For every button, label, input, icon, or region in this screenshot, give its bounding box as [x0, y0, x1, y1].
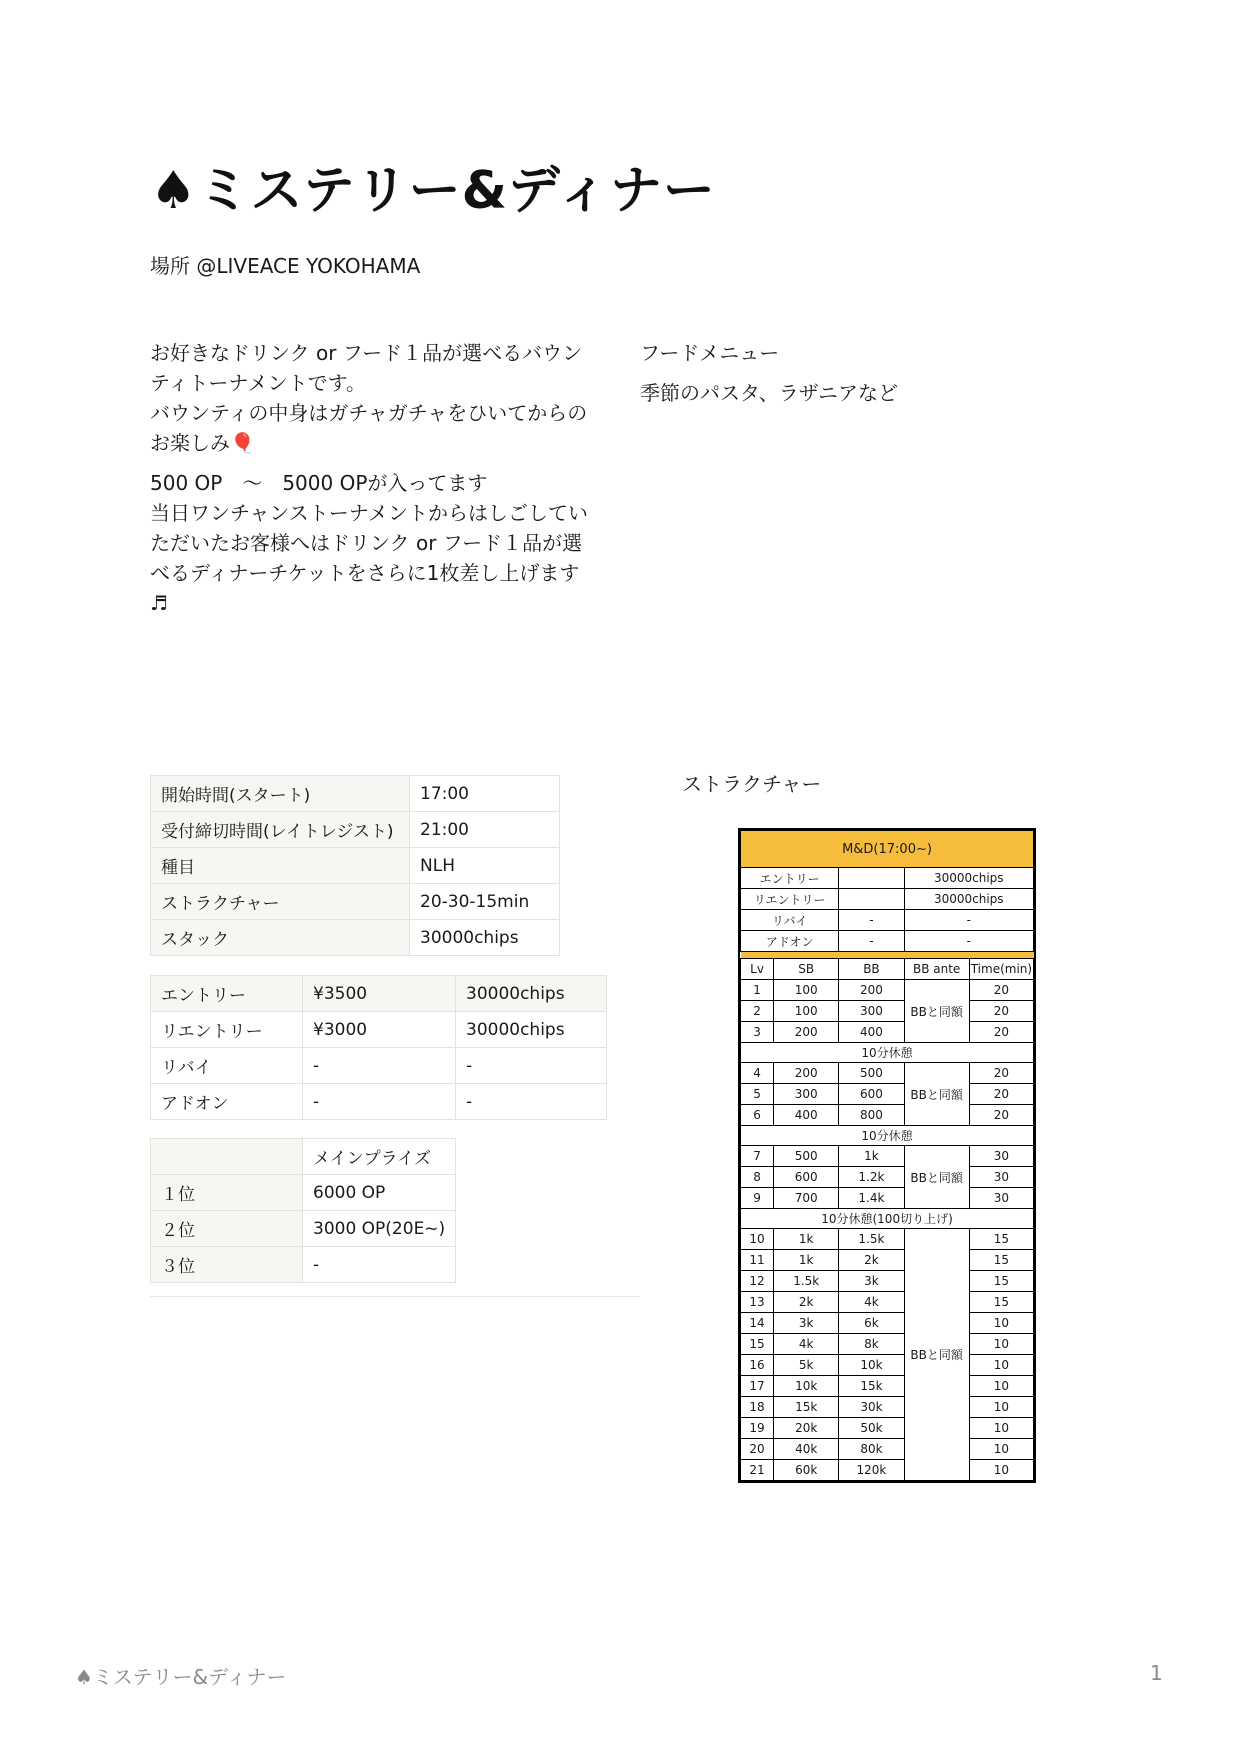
- bb: 300: [839, 1001, 904, 1022]
- level: 13: [741, 1292, 774, 1313]
- level: 4: [741, 1063, 774, 1084]
- header-cell: メインプライズ: [303, 1139, 456, 1175]
- info-table: [150, 775, 560, 956]
- ante: BBと同額: [904, 1229, 969, 1481]
- row-label: スタック: [151, 920, 410, 956]
- sb: 60k: [774, 1460, 839, 1481]
- row-chips: -: [456, 1048, 607, 1084]
- rank-label: １位: [151, 1175, 303, 1211]
- description-line: ただいたお客様へはドリンク or フード１品が選: [150, 531, 583, 555]
- header-cell: Lv: [741, 959, 774, 980]
- entry-label: アドオン: [741, 931, 839, 952]
- sb: 300: [774, 1084, 839, 1105]
- level-row: [741, 1229, 1034, 1250]
- entry-label: リバイ: [741, 910, 839, 931]
- level: 18: [741, 1397, 774, 1418]
- level: 11: [741, 1250, 774, 1271]
- sb: 1k: [774, 1229, 839, 1250]
- row-value: 20-30-15min: [410, 884, 560, 920]
- sb: 1.5k: [774, 1271, 839, 1292]
- time: 15: [969, 1229, 1033, 1250]
- table-row: [151, 1012, 607, 1048]
- level: 20: [741, 1439, 774, 1460]
- time: 30: [969, 1167, 1033, 1188]
- sb: 4k: [774, 1334, 839, 1355]
- entry-chips: 30000chips: [904, 868, 1033, 889]
- time: 10: [969, 1397, 1033, 1418]
- level: 7: [741, 1146, 774, 1167]
- level: 10: [741, 1229, 774, 1250]
- break-label: 10分休憩: [741, 1043, 1034, 1063]
- level-row: [741, 1146, 1034, 1167]
- time: 15: [969, 1250, 1033, 1271]
- bb: 2k: [839, 1250, 904, 1271]
- row-label: ストラクチャー: [151, 884, 410, 920]
- entry-price: [839, 868, 904, 889]
- structure-title: M&D(17:00~): [741, 831, 1034, 868]
- footer-title: ♠ミステリー&ディナー: [75, 1665, 287, 1689]
- level-row: [741, 1271, 1034, 1292]
- bb: 200: [839, 980, 904, 1001]
- time: 15: [969, 1271, 1033, 1292]
- prize-value: 6000 OP: [303, 1175, 456, 1211]
- sb: 40k: [774, 1439, 839, 1460]
- time: 10: [969, 1418, 1033, 1439]
- bb: 8k: [839, 1334, 904, 1355]
- sb: 400: [774, 1105, 839, 1126]
- bb: 600: [839, 1084, 904, 1105]
- description-line: お好きなドリンク or フード１品が選べるバウン: [150, 341, 583, 365]
- time: 20: [969, 1001, 1033, 1022]
- sb: 20k: [774, 1418, 839, 1439]
- time: 20: [969, 1084, 1033, 1105]
- ante: BBと同額: [904, 1063, 969, 1126]
- level: 9: [741, 1188, 774, 1209]
- sb: 10k: [774, 1376, 839, 1397]
- level-row: [741, 1334, 1034, 1355]
- bb: 3k: [839, 1271, 904, 1292]
- bb: 1k: [839, 1146, 904, 1167]
- row-chips: -: [456, 1084, 607, 1120]
- sb: 700: [774, 1188, 839, 1209]
- break-row: [741, 1043, 1034, 1063]
- table-row: [151, 1084, 607, 1120]
- description-para-1: [150, 338, 600, 458]
- sb: 100: [774, 1001, 839, 1022]
- level: 2: [741, 1001, 774, 1022]
- entry-price: -: [839, 931, 904, 952]
- row-price: ¥3000: [303, 1012, 456, 1048]
- time: 10: [969, 1439, 1033, 1460]
- structure-table: [740, 830, 1034, 1481]
- time: 20: [969, 980, 1033, 1001]
- level: 1: [741, 980, 774, 1001]
- time: 20: [969, 1105, 1033, 1126]
- time: 20: [969, 1022, 1033, 1043]
- sb: 500: [774, 1146, 839, 1167]
- table-row: [151, 776, 560, 812]
- bb: 120k: [839, 1460, 904, 1481]
- structure-header-row: [741, 959, 1034, 980]
- description-line: 500 OP 〜 5000 OPが入ってます: [150, 471, 488, 495]
- break-label: 10分休憩: [741, 1126, 1034, 1146]
- level: 15: [741, 1334, 774, 1355]
- table-row: [741, 931, 1034, 952]
- row-label: リエントリー: [151, 1012, 303, 1048]
- bb: 1.2k: [839, 1167, 904, 1188]
- row-value: NLH: [410, 848, 560, 884]
- level-row: [741, 1250, 1034, 1271]
- table-header-row: [151, 1139, 456, 1175]
- table-row: [151, 884, 560, 920]
- description-line: ティトーナメントです。: [150, 371, 366, 395]
- time: 10: [969, 1376, 1033, 1397]
- row-label: リバイ: [151, 1048, 303, 1084]
- entry-label: リエントリー: [741, 889, 839, 910]
- entry-label: エントリー: [741, 868, 839, 889]
- row-price: ¥3500: [303, 976, 456, 1012]
- sb: 100: [774, 980, 839, 1001]
- time: 10: [969, 1313, 1033, 1334]
- level: 17: [741, 1376, 774, 1397]
- bb: 30k: [839, 1397, 904, 1418]
- description-line: 当日ワンチャンストーナメントからはしごしてい: [150, 501, 588, 525]
- table-row: [741, 889, 1034, 910]
- description-line: バウンティの中身はガチャガチャをひいてからの: [150, 401, 588, 425]
- header-cell: Time(min): [969, 959, 1033, 980]
- entry-chips: -: [904, 931, 1033, 952]
- page-number: 1: [1150, 1661, 1163, 1685]
- row-chips: 30000chips: [456, 976, 607, 1012]
- entry-chips: 30000chips: [904, 889, 1033, 910]
- break-label: 10分休憩(100切り上げ): [741, 1209, 1034, 1229]
- table-row: [151, 812, 560, 848]
- entry-chips: -: [904, 910, 1033, 931]
- level-row: [741, 1105, 1034, 1126]
- row-value: 30000chips: [410, 920, 560, 956]
- description-para-2: [150, 468, 600, 618]
- break-row: [741, 1126, 1034, 1146]
- level-row: [741, 980, 1034, 1001]
- table-row: [151, 1048, 607, 1084]
- table-row: [741, 868, 1034, 889]
- level-row: [741, 1188, 1034, 1209]
- table-row: [151, 1247, 456, 1283]
- level-row: [741, 1418, 1034, 1439]
- sb: 3k: [774, 1313, 839, 1334]
- level: 8: [741, 1167, 774, 1188]
- entry-price: -: [839, 910, 904, 931]
- prize-table: [150, 1138, 456, 1283]
- level-row: [741, 1063, 1034, 1084]
- bb: 10k: [839, 1355, 904, 1376]
- row-value: 21:00: [410, 812, 560, 848]
- sb: 5k: [774, 1355, 839, 1376]
- food-menu: [640, 338, 898, 418]
- food-menu-items: 季節のパスタ、ラザニアなど: [640, 381, 898, 405]
- location-text: 場所 @LIVEACE YOKOHAMA: [150, 254, 421, 278]
- level-row: [741, 1397, 1034, 1418]
- header-cell: BB ante: [904, 959, 969, 980]
- row-price: -: [303, 1084, 456, 1120]
- level-row: [741, 1084, 1034, 1105]
- structure-image: [738, 828, 1036, 1483]
- time: 10: [969, 1460, 1033, 1481]
- sb: 15k: [774, 1397, 839, 1418]
- row-label: 受付締切時間(レイトレジスト): [151, 812, 410, 848]
- row-label: アドオン: [151, 1084, 303, 1120]
- time: 20: [969, 1063, 1033, 1084]
- row-value: 17:00: [410, 776, 560, 812]
- description: [150, 338, 600, 628]
- level-row: [741, 1355, 1034, 1376]
- bb: 500: [839, 1063, 904, 1084]
- time: 30: [969, 1146, 1033, 1167]
- entry-table: [150, 975, 607, 1120]
- level: 16: [741, 1355, 774, 1376]
- bb: 50k: [839, 1418, 904, 1439]
- entry-price: [839, 889, 904, 910]
- level-row: [741, 1376, 1034, 1397]
- structure-title-row: [741, 831, 1034, 868]
- bb: 4k: [839, 1292, 904, 1313]
- prize-value: -: [303, 1247, 456, 1283]
- sb: 1k: [774, 1250, 839, 1271]
- rank-label: ２位: [151, 1211, 303, 1247]
- table-row: [151, 1211, 456, 1247]
- table-row: [741, 910, 1034, 931]
- header-cell: [151, 1139, 303, 1175]
- level: 5: [741, 1084, 774, 1105]
- header-cell: SB: [774, 959, 839, 980]
- break-row: [741, 1209, 1034, 1229]
- level-row: [741, 1022, 1034, 1043]
- bb: 800: [839, 1105, 904, 1126]
- bb: 6k: [839, 1313, 904, 1334]
- time: 10: [969, 1355, 1033, 1376]
- sb: 600: [774, 1167, 839, 1188]
- table-row: [151, 976, 607, 1012]
- structure-heading: ストラクチャー: [682, 772, 822, 796]
- rank-label: ３位: [151, 1247, 303, 1283]
- bb: 1.4k: [839, 1188, 904, 1209]
- time: 30: [969, 1188, 1033, 1209]
- level-row: [741, 1292, 1034, 1313]
- level: 21: [741, 1460, 774, 1481]
- level: 12: [741, 1271, 774, 1292]
- prize-value: 3000 OP(20E~): [303, 1211, 456, 1247]
- table-row: [151, 848, 560, 884]
- bb: 80k: [839, 1439, 904, 1460]
- table-row: [151, 920, 560, 956]
- description-line: べるディナーチケットをさらに1枚差し上げます: [150, 561, 580, 585]
- divider: [150, 1296, 640, 1297]
- level-row: [741, 1439, 1034, 1460]
- row-chips: 30000chips: [456, 1012, 607, 1048]
- description-line: ♬: [150, 591, 168, 615]
- header-cell: BB: [839, 959, 904, 980]
- row-label: 種目: [151, 848, 410, 884]
- separator-band: [741, 952, 1034, 959]
- row-price: -: [303, 1048, 456, 1084]
- page-title: ♠ミステリー&ディナー: [150, 161, 716, 221]
- sb: 200: [774, 1022, 839, 1043]
- level: 14: [741, 1313, 774, 1334]
- row-label: エントリー: [151, 976, 303, 1012]
- sb: 2k: [774, 1292, 839, 1313]
- ante: BBと同額: [904, 1146, 969, 1209]
- level-row: [741, 1167, 1034, 1188]
- level: 19: [741, 1418, 774, 1439]
- bb: 15k: [839, 1376, 904, 1397]
- bb: 400: [839, 1022, 904, 1043]
- yellow-band: [741, 952, 1034, 959]
- level: 6: [741, 1105, 774, 1126]
- description-line: お楽しみ🎈: [150, 431, 255, 455]
- level-row: [741, 1460, 1034, 1481]
- time: 10: [969, 1334, 1033, 1355]
- table-row: [151, 1175, 456, 1211]
- level-row: [741, 1001, 1034, 1022]
- sb: 200: [774, 1063, 839, 1084]
- level: 3: [741, 1022, 774, 1043]
- ante: BBと同額: [904, 980, 969, 1043]
- food-menu-heading: フードメニュー: [640, 341, 780, 365]
- row-label: 開始時間(スタート): [151, 776, 410, 812]
- time: 15: [969, 1292, 1033, 1313]
- bb: 1.5k: [839, 1229, 904, 1250]
- level-row: [741, 1313, 1034, 1334]
